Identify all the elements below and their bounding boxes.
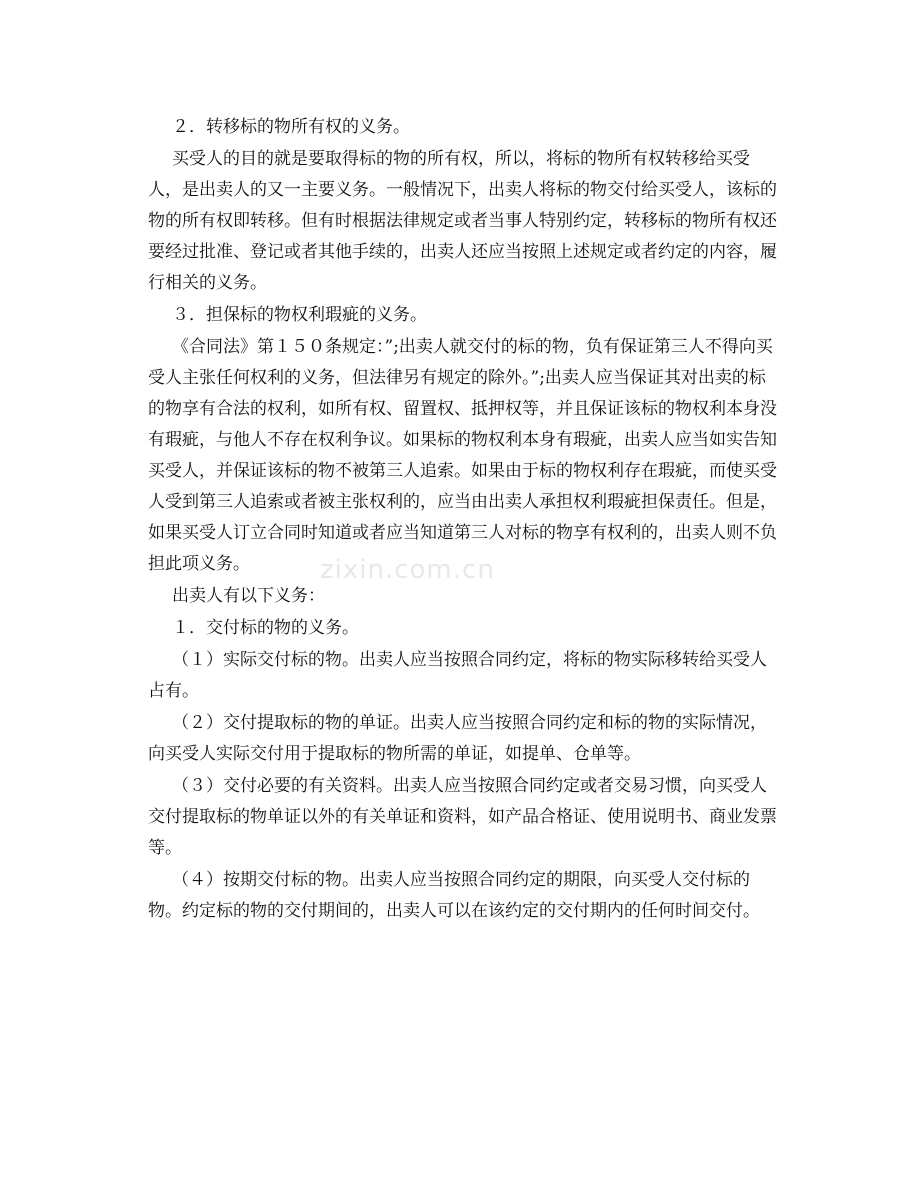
paragraph-contract-law-150: 《合同法》第１５０条规定：”;出卖人就交付的标的物，负有保证第三人不得向买受人主张任何权利的义务，但法律另有规定的除外。”;出卖人应当保证其对出卖的标的物享有合法的权利，如所有权、留置权、抵押权等，并且保证该标的物权利本身没有瑕疵，与他人不存在权利争议。如果标的物权利本身有瑕疵，出卖人应当如实告知买受人，并保证该标的物不被第三人追索。如果由于标的物权利存在瑕疵，而使买受人受到第三人追索或者被主张权利的，应当由出卖人承担权利瑕疵担保责任。但是，如果买受人订立合同时知道或者应当知道第三人对标的物享有权利的，出卖人则不负担此项义务。 bbox=[148, 337, 777, 574]
list-item-2: （２）交付提取标的物的单证。出卖人应当按照合同约定和标的物的实际情况，向买受人实际交付用于提取标的物所需的单证，如提单、仓单等。 bbox=[148, 713, 767, 764]
watermark: zixin.com.cn bbox=[320, 555, 495, 585]
paragraph-seller-duties-intro: 出卖人有以下义务： bbox=[172, 586, 325, 606]
heading-item-3: ３．担保标的物权利瑕疵的义务。 bbox=[172, 305, 427, 325]
list-item-4: （４）按期交付标的物。出卖人应当按照合同约定的期限，向买受人交付标的物。约定标的物的交付期间的，出卖人可以在该约定的交付期内的任何时间交付。 bbox=[148, 870, 760, 921]
paragraph-ownership-transfer: 买受人的目的就是要取得标的物的所有权，所以，将标的物所有权转移给买受人，是出卖人的又一主要义务。一般情况下，出卖人将标的物交付给买受人，该标的物的所有权即转移。但有时根据法律规定或者当事人特别约定，转移标的物所有权还要经过批准、登记或者其他手续的，出卖人还应当按照上述规定或者约定的内容，履行相关的义务。 bbox=[148, 149, 777, 293]
list-item-3: （３）交付必要的有关资料。出卖人应当按照合同约定或者交易习惯，向买受人交付提取标的物单证以外的有关单证和资料，如产品合格证、使用说明书、商业发票等。 bbox=[148, 776, 777, 858]
list-item-1: （１）实际交付标的物。出卖人应当按照合同约定，将标的物实际移转给买受人占有。 bbox=[148, 650, 767, 701]
heading-item-2: ２．转移标的物所有权的义务。 bbox=[172, 117, 410, 137]
document-body bbox=[148, 112, 782, 928]
heading-item-1: １．交付标的物的义务。 bbox=[172, 618, 359, 638]
